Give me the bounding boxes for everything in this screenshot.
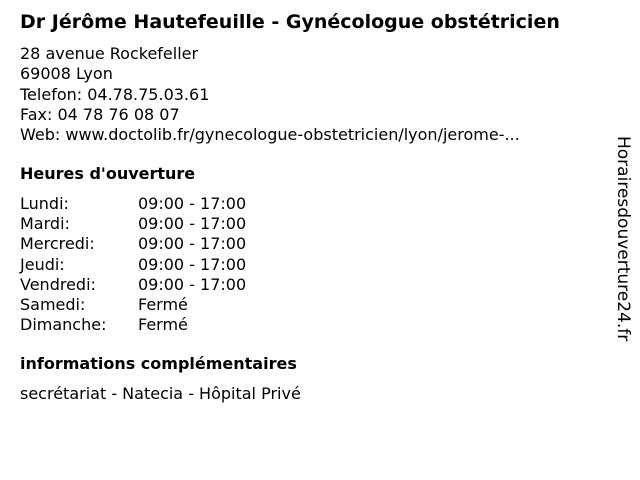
hours-row-tuesday <box>20 214 246 234</box>
day-label: Jeudi: <box>20 254 65 274</box>
time-value: 09:00 - 17:00 <box>138 274 247 294</box>
day-label: Samedi: <box>20 295 86 315</box>
hours-row-saturday <box>20 295 246 315</box>
time-value: Fermé <box>138 295 188 315</box>
day-label: Mardi: <box>20 214 70 234</box>
hours-row-sunday <box>20 315 246 335</box>
info-heading: informations complémentaires <box>20 354 297 373</box>
day-label: Dimanche: <box>20 315 107 335</box>
city-address: 69008 Lyon <box>20 64 113 84</box>
contact-details <box>20 44 520 145</box>
website-link[interactable]: Web: www.doctolib.fr/gynecologue-obstetricien/lyon/jerome-... <box>20 125 520 145</box>
opening-hours-table <box>20 194 246 335</box>
street-address: 28 avenue Rockefeller <box>20 44 199 63</box>
time-value: Fermé <box>138 315 188 335</box>
business-title: Dr Jérôme Hautefeuille - Gynécologue obstétricien <box>20 11 560 33</box>
time-value: 09:00 - 17:00 <box>138 214 247 234</box>
day-label: Mercredi: <box>20 234 95 254</box>
brand-watermark: Horairesdouverture24.fr <box>613 136 633 342</box>
info-text: secrétariat - Natecia - Hôpital Privé <box>20 384 301 403</box>
hours-row-thursday <box>20 255 246 275</box>
time-value: 09:00 - 17:00 <box>138 254 247 274</box>
day-label: Vendredi: <box>20 274 96 294</box>
hours-row-monday <box>20 194 246 214</box>
phone-number: Telefon: 04.78.75.03.61 <box>20 84 210 104</box>
hours-row-wednesday <box>20 234 246 254</box>
time-value: 09:00 - 17:00 <box>138 234 247 254</box>
day-label: Lundi: <box>20 194 69 213</box>
time-value: 09:00 - 17:00 <box>138 194 247 213</box>
hours-heading: Heures d'ouverture <box>20 164 196 183</box>
fax-number: Fax: 04 78 76 08 07 <box>20 104 180 124</box>
hours-row-friday <box>20 275 246 295</box>
